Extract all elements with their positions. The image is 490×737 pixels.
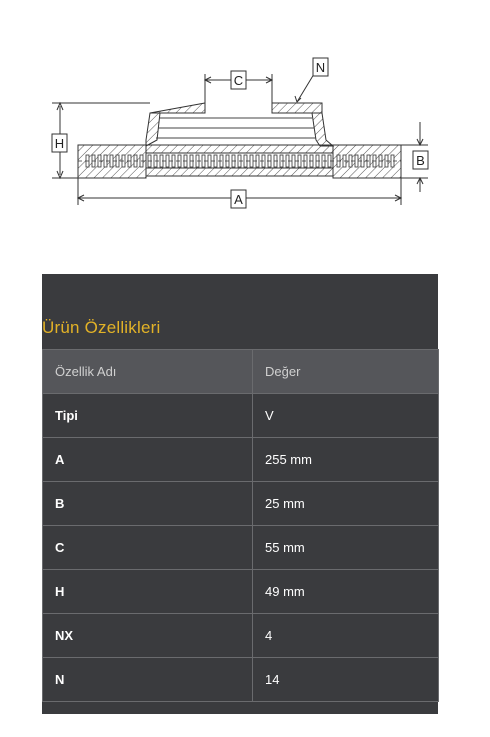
disc-hat-section <box>146 100 333 146</box>
table-row <box>43 570 439 614</box>
label-b-text: B <box>416 153 425 168</box>
specs-table <box>42 349 439 702</box>
label-h-text: H <box>54 136 65 151</box>
label-b <box>413 151 428 169</box>
label-h <box>52 134 67 152</box>
cooling-vane <box>166 155 169 167</box>
product-specs-panel <box>42 274 438 714</box>
cooling-vane <box>110 155 113 167</box>
cooling-vane <box>250 155 253 167</box>
header-name: Özellik Adı <box>43 350 253 394</box>
row-value: 49 mm <box>253 570 439 614</box>
label-n-text: N <box>315 60 326 75</box>
dimension-lines <box>52 74 428 205</box>
row-value: V <box>253 394 439 438</box>
label-c-text: C <box>233 73 244 88</box>
label-n <box>313 58 328 76</box>
row-name: Tipi <box>43 394 253 438</box>
table-row <box>43 526 439 570</box>
table-row <box>43 658 439 702</box>
table-row <box>43 614 439 658</box>
cooling-vane <box>355 155 358 167</box>
specs-title: Ürün Özellikleri <box>42 318 161 337</box>
row-value: 255 mm <box>253 438 439 482</box>
header-value: Değer <box>253 350 439 394</box>
row-name: NX <box>43 614 253 658</box>
row-name: C <box>43 526 253 570</box>
table-row <box>43 394 439 438</box>
row-name: N <box>43 658 253 702</box>
table-header-row <box>43 350 439 394</box>
cooling-vane <box>292 155 295 167</box>
label-a-text: A <box>234 192 243 207</box>
cooling-vane <box>208 155 211 167</box>
row-value: 4 <box>253 614 439 658</box>
brake-disc-diagram <box>0 0 490 230</box>
row-value: 14 <box>253 658 439 702</box>
table-row <box>43 438 439 482</box>
row-name: A <box>43 438 253 482</box>
table-row <box>43 482 439 526</box>
row-name: H <box>43 570 253 614</box>
disc-ring-section <box>78 145 401 178</box>
label-a <box>231 190 246 208</box>
row-value: 25 mm <box>253 482 439 526</box>
label-c <box>231 71 246 89</box>
row-value: 55 mm <box>253 526 439 570</box>
row-name: B <box>43 482 253 526</box>
